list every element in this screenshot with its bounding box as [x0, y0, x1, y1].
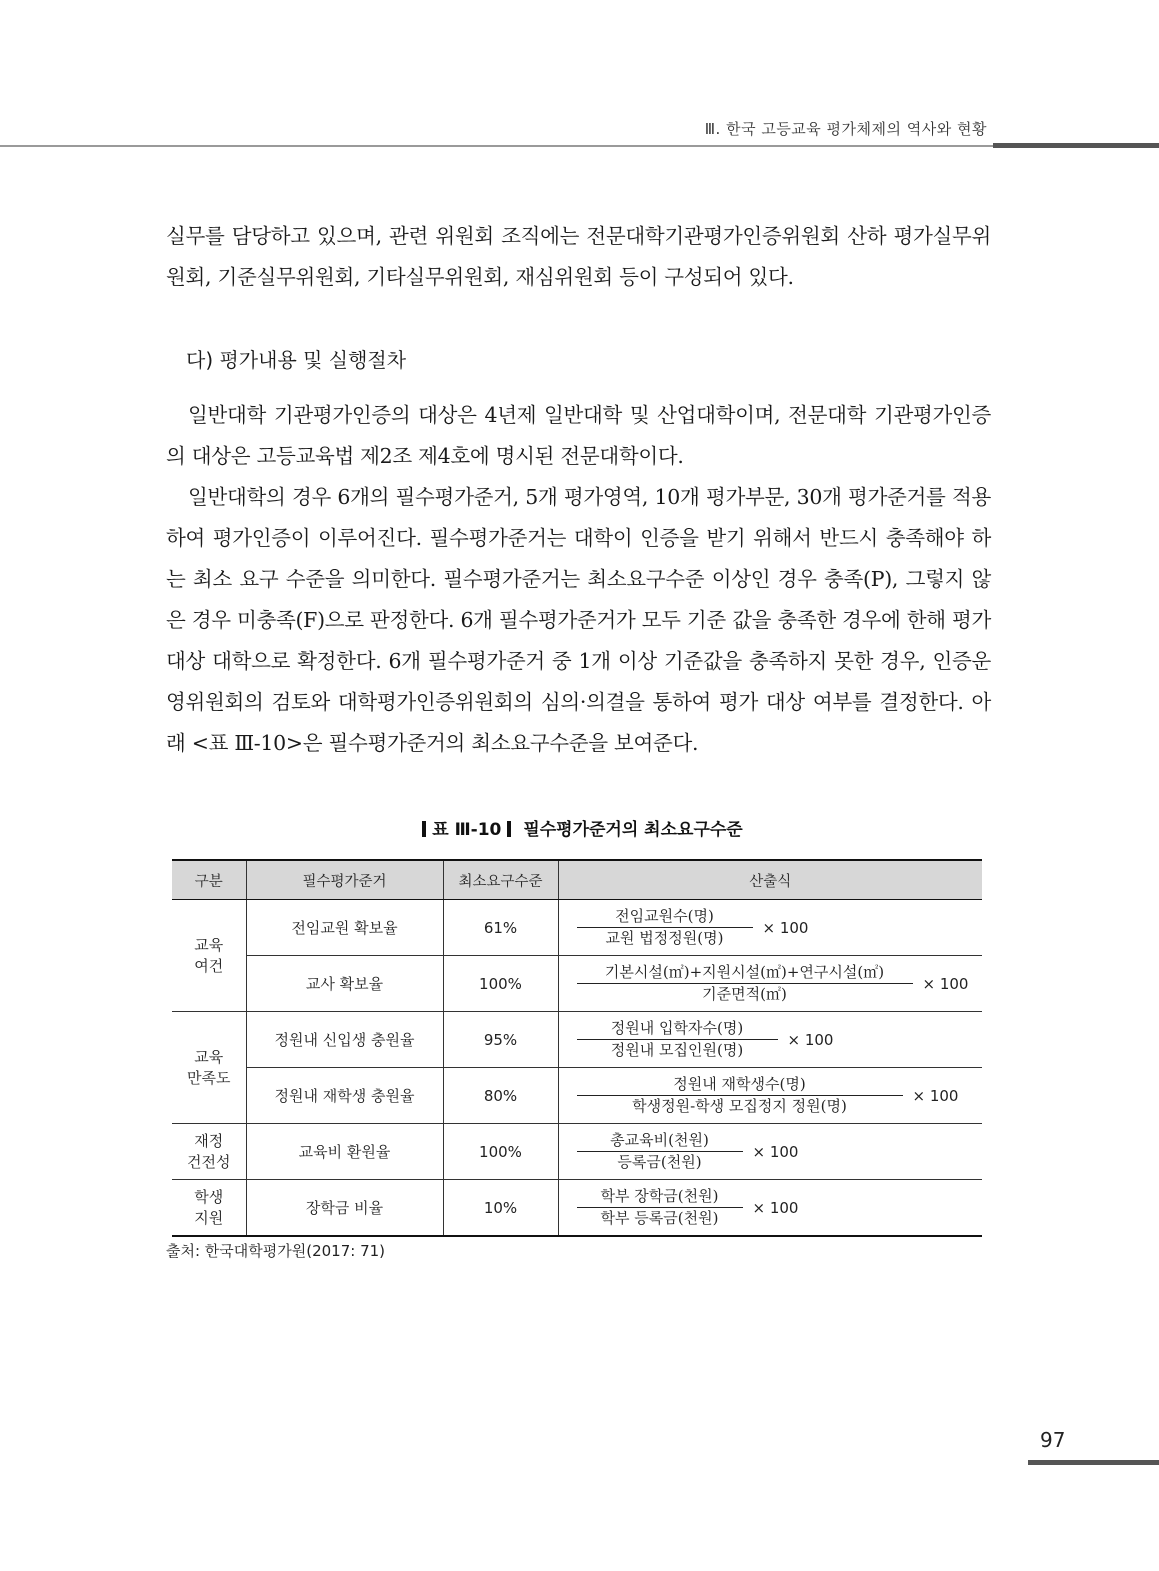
header-formula: 산출식 — [558, 860, 982, 900]
multiplier: × 100 — [762, 918, 809, 937]
table-header-row — [172, 860, 982, 900]
formula-cell — [558, 1012, 982, 1068]
numerator: 기본시설(㎡)+지원시설(㎡)+연구시설(㎡) — [577, 963, 913, 984]
multiplier: × 100 — [787, 1030, 834, 1049]
multiplier: × 100 — [922, 974, 969, 993]
denominator: 학부 등록금(천원) — [600, 1209, 719, 1227]
criterion-cell: 정원내 재학생 충원율 — [246, 1068, 443, 1124]
table-row — [172, 1068, 982, 1124]
table-caption — [0, 815, 1159, 840]
fraction — [577, 1131, 743, 1172]
paragraph-criteria: 일반대학의 경우 6개의 필수평가준거, 5개 평가영역, 10개 평가부문, 30개 평가준거를 적용하여 평가인증이 이루어진다. 필수평가준거는 대학이 인증을 받기 위해서 반드시 충족해야 하는 최소 요구 수준을 의미한다. 필수평가준거는 최소요구수준 이상인 경우 충족(P), 그렇지 않은 경우 미충족(F)으로 판정한다. 6개 필수평가준거가 모두 기준 값을 충족한 경우에 한해 평가 대상 대학으로 확정한다. 6개 필수평가준거 중 1개 이상 기준값을 충족하지 못한 경우, 인증운영위원회의 검토와 대학평가인증위원회의 심의·의결을 통하여 평가 대상 여부를 결정한다. 아래 <표 Ⅲ-10>은 필수평가준거의 최소요구수준을 보여준다. — [166, 485, 991, 755]
multiplier: × 100 — [752, 1198, 799, 1217]
numerator: 학부 장학금(천원) — [577, 1187, 743, 1208]
denominator: 기준면적(㎡) — [702, 985, 787, 1003]
header-category: 구분 — [172, 860, 246, 900]
criterion-cell: 교육비 환원율 — [246, 1124, 443, 1180]
category-cell: 학생 지원 — [172, 1180, 246, 1237]
minimum-cell: 95% — [443, 1012, 558, 1068]
chapter-header: Ⅲ. 한국 고등교육 평가체제의 역사와 현황 — [704, 120, 987, 138]
header-rule-accent — [993, 143, 1159, 148]
minimum-cell: 10% — [443, 1180, 558, 1237]
fraction — [577, 1187, 743, 1228]
formula-cell — [558, 956, 982, 1012]
fraction — [577, 1075, 903, 1116]
table-title: 필수평가준거의 최소요구수준 — [523, 820, 743, 840]
section-title: 다) 평가내용 및 실행절차 — [186, 348, 407, 372]
header-rule — [0, 145, 995, 147]
minimum-cell: 61% — [443, 900, 558, 956]
minimum-cell: 100% — [443, 1124, 558, 1180]
fraction — [577, 963, 913, 1004]
minimum-cell: 80% — [443, 1068, 558, 1124]
denominator: 학생정원-학생 모집정지 정원(명) — [632, 1097, 847, 1115]
table-row — [172, 1124, 982, 1180]
criterion-cell: 전임교원 확보율 — [246, 900, 443, 956]
formula-cell — [558, 900, 982, 956]
header-minimum: 최소요구수준 — [443, 860, 558, 900]
denominator: 등록금(천원) — [617, 1153, 702, 1171]
header-criterion: 필수평가준거 — [246, 860, 443, 900]
caption-bar-right — [507, 821, 511, 837]
requirements-table — [172, 859, 982, 1237]
fraction — [577, 907, 753, 948]
multiplier: × 100 — [752, 1142, 799, 1161]
category-cell: 교육 만족도 — [172, 1012, 246, 1124]
page-number: 97 — [1040, 1428, 1066, 1452]
table-row — [172, 1012, 982, 1068]
denominator: 정원내 모집인원(명) — [610, 1041, 744, 1059]
minimum-cell: 100% — [443, 956, 558, 1012]
numerator: 정원내 재학생수(명) — [577, 1075, 903, 1096]
paragraph-targets: 일반대학 기관평가인증의 대상은 4년제 일반대학 및 산업대학이며, 전문대학 기관평가인증의 대상은 고등교육법 제2조 제4호에 명시된 전문대학이다. — [166, 403, 991, 468]
criterion-cell: 정원내 신입생 충원율 — [246, 1012, 443, 1068]
category-cell: 교육 여건 — [172, 900, 246, 1012]
fraction — [577, 1019, 778, 1060]
numerator: 전임교원수(명) — [577, 907, 753, 928]
table-source: 출처: 한국대학평가원(2017: 71) — [166, 1242, 386, 1260]
footer-rule — [1028, 1460, 1159, 1465]
numerator: 정원내 입학자수(명) — [577, 1019, 778, 1040]
criterion-cell: 장학금 비율 — [246, 1180, 443, 1237]
numerator: 총교육비(천원) — [577, 1131, 743, 1152]
paragraph-committees: 실무를 담당하고 있으며, 관련 위원회 조직에는 전문대학기관평가인증위원회 산하 평가실무위원회, 기준실무위원회, 기타실무위원회, 재심위원회 등이 구성되어 있다. — [166, 224, 991, 289]
criterion-cell: 교사 확보율 — [246, 956, 443, 1012]
formula-cell — [558, 1180, 982, 1237]
table-label: 표 Ⅲ-10 — [432, 820, 502, 840]
table-row — [172, 900, 982, 956]
category-cell: 재정 건전성 — [172, 1124, 246, 1180]
formula-cell — [558, 1068, 982, 1124]
table-row — [172, 1180, 982, 1237]
denominator: 교원 법정정원(명) — [605, 929, 724, 947]
caption-bar-left — [422, 821, 426, 837]
multiplier: × 100 — [912, 1086, 959, 1105]
formula-cell — [558, 1124, 982, 1180]
table-row — [172, 956, 982, 1012]
